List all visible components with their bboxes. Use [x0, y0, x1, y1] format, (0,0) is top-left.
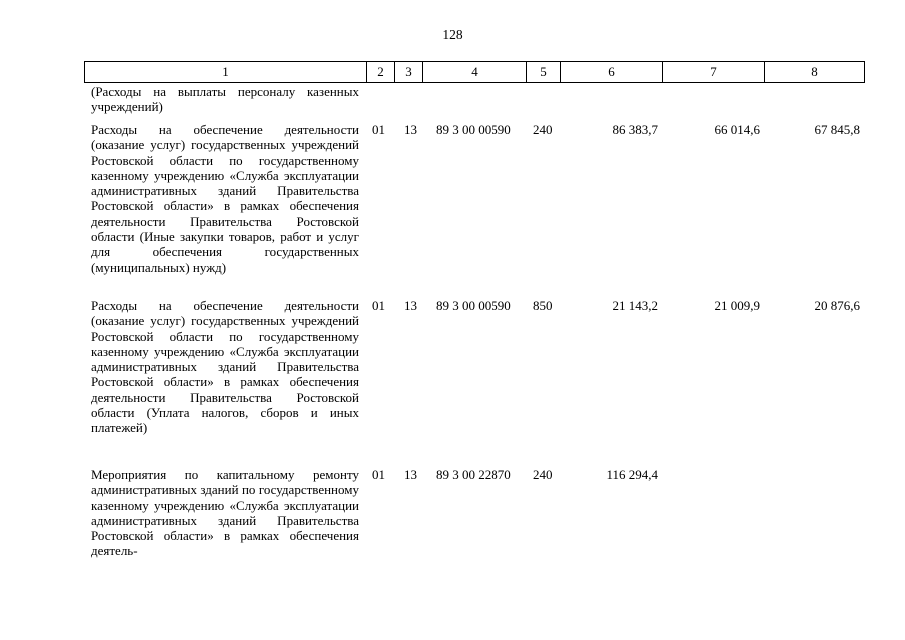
row-amount-col6: 86 383,7 — [612, 122, 658, 137]
header-col-8: 8 — [764, 62, 864, 82]
row-amount-col6: 116 294,4 — [606, 467, 658, 482]
row-amount-col8: 67 845,8 — [814, 122, 860, 137]
page-number: 128 — [442, 27, 463, 42]
row-amount-col8: 20 876,6 — [814, 298, 860, 313]
row-description: Мероприятия по капитальному ремонту административных зданий по государственному казенному учреждению «Служба эксплуатации административных зданий Правительства Ростовской области» в рамках обеспечения деятель- — [91, 467, 359, 559]
row-amount-col7: 66 014,6 — [714, 122, 760, 137]
row-section: 01 — [372, 122, 385, 137]
row-subsection: 13 — [404, 122, 417, 137]
row-expense-type: 850 — [533, 298, 553, 313]
row-description: (Расходы на выплаты персоналу казенных учреждений) — [91, 84, 359, 115]
row-target-code: 89 3 00 00590 — [436, 298, 511, 313]
row-subsection: 13 — [404, 467, 417, 482]
row-section: 01 — [372, 298, 385, 313]
row-expense-type: 240 — [533, 122, 553, 137]
table-header — [84, 61, 865, 83]
row-description: Расходы на обеспечение деятельности (оказание услуг) государственных учреждений Ростовской области по государственному казенному учреждению «Служба эксплуатации административных зданий Правительства Ростовской области» в рамках обеспечения деятельности Правительства Ростовской области (Уплата налогов, сборов и иных платежей) — [91, 298, 359, 436]
row-target-code: 89 3 00 22870 — [436, 467, 511, 482]
header-col-1: 1 — [222, 64, 229, 79]
row-amount-col7: 21 009,9 — [714, 298, 760, 313]
header-col-3: 3 — [394, 62, 422, 82]
row-amount-col6: 21 143,2 — [612, 298, 658, 313]
row-subsection: 13 — [404, 298, 417, 313]
header-col-7: 7 — [662, 62, 764, 82]
header-col-5: 5 — [526, 62, 560, 82]
row-description: Расходы на обеспечение деятельности (оказание услуг) государственных учреждений Ростовской области по государственному казенному учреждению «Служба эксплуатации административных зданий Правительства Ростовской области» в рамках обеспечения деятельности Правительства Ростовской области (Иные закупки товаров, работ и услуг для обеспечения государственных (муниципальных) нужд) — [91, 122, 359, 275]
row-section: 01 — [372, 467, 385, 482]
header-col-4: 4 — [422, 62, 526, 82]
header-col-2: 2 — [366, 62, 394, 82]
header-col-6: 6 — [560, 62, 662, 82]
row-expense-type: 240 — [533, 467, 553, 482]
row-target-code: 89 3 00 00590 — [436, 122, 511, 137]
